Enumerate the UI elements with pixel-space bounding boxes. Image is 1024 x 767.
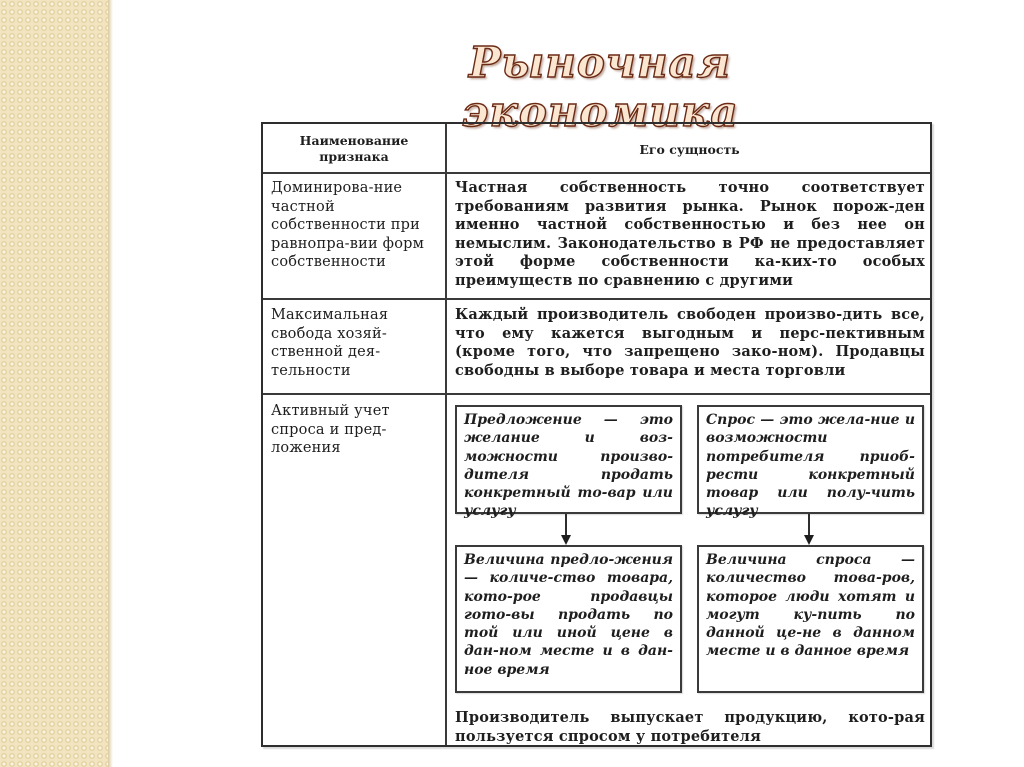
header-essence (447, 124, 932, 174)
row-2-feature: Максимальная свобода хозяй-ственной дея-тельности (271, 307, 389, 379)
slide-title: Рыночная экономика (461, 38, 739, 136)
decorative-side-strip (0, 0, 108, 767)
row-3-feature: Активный учет спроса и пред-ложения (271, 403, 390, 456)
row-2-essence: Каждый производитель свободен произво-дить все, что ему кажется выгодным и перс-пективным (кроме того, что запрещено зако-ном). Продавцы свободны в выборе товара и места торговли (455, 306, 925, 379)
market-economy-table (261, 122, 932, 747)
row-divider-1 (263, 298, 930, 300)
supply-quantity-definition: — количе-ство товара, кото-рое продавцы гото-вы продать по той или иной цене в дан-ном месте и в дан-ное время (464, 570, 673, 678)
supply-quantity-term: Величина предло-жения (464, 552, 673, 568)
header-essence-label: Его сущность (639, 141, 740, 157)
demand-quantity-box (697, 545, 924, 693)
demand-term: Спрос (706, 412, 755, 428)
header-feature (263, 124, 445, 174)
row-3-essence-footer: Производитель выпускает продукцию, кото-рая пользуется спросом у потребителя (455, 709, 925, 745)
supply-arrow-line (565, 514, 567, 537)
supply-quantity-box (455, 545, 682, 693)
row-divider-2 (263, 393, 930, 395)
arrow-down-icon (804, 535, 814, 545)
supply-term: Предложение (464, 412, 582, 428)
arrow-down-icon (561, 535, 571, 545)
demand-definition-box (697, 405, 924, 520)
row-1-essence: Частная собственность точно соответствует требованиям развития рынка. Рынок порож-ден именно частной собственностью и без нее он немыслим. Законодательство в РФ не предоставляет этой форме собственности ка-ких-то особых преимуществ по сравнению с другими (455, 179, 925, 289)
row-1-feature: Доминирова-ние частной собственности при равнопра-вии форм собственности (271, 180, 425, 270)
demand-quantity-definition: — количество това-ров, которое люди хотят и могут ку-пить по данной це-не в данном месте и в данное время (706, 552, 915, 660)
header-feature-label: Наименование признака (299, 133, 409, 164)
supply-definition-box (455, 405, 682, 520)
supply-definition: — это желание и воз-можности произво-дителя продать конкретный то-вар или услугу (464, 412, 674, 520)
demand-arrow-line (808, 514, 810, 537)
side-strip-shadow (108, 0, 113, 767)
demand-definition: — это жела-ние и возможности потребителя приоб-рести конкретный товар или полу-чить услугу (706, 412, 915, 520)
demand-quantity-term: Величина спроса (706, 552, 872, 568)
column-divider (445, 124, 447, 745)
